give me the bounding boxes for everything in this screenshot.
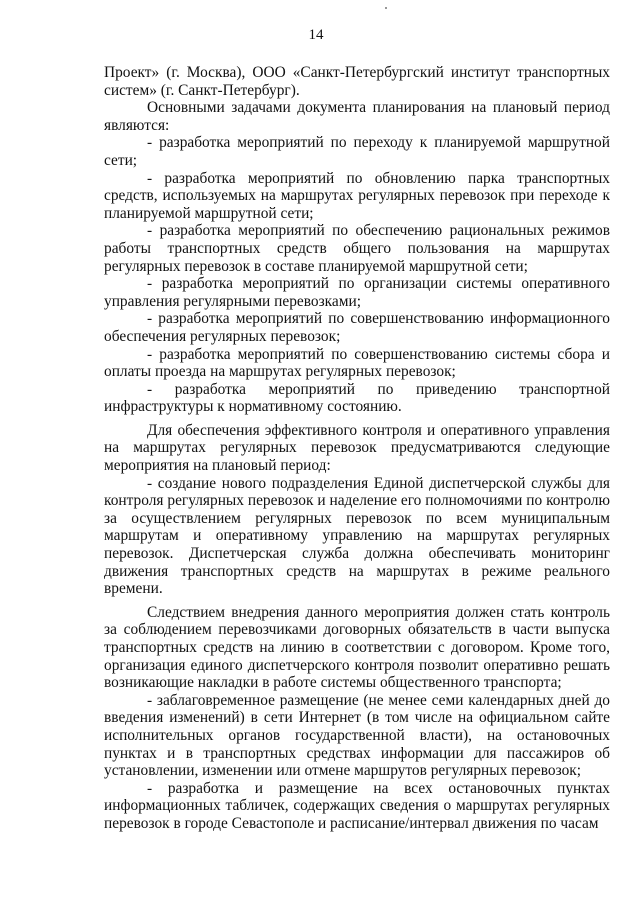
list-item-1: - разработка мероприятий по переходу к планируемой маршрутной сети; [104, 134, 610, 169]
list-item-8: - создание нового подразделения Единой диспетчерской службы для контроля регулярных перевозок и наделение его полномочиями по контролю за осуществлением регулярных перевозок по всем муниципальным маршрутам и оперативному управлению на маршрутах регулярных перевозок. Диспетчерская служба должна обеспечивать мониторинг движения транспортных средств на маршрутах в режиме реального времени. [104, 474, 610, 598]
paragraph-1: Проект» (г. Москва), ООО «Санкт-Петербургский институт транспортных систем» (г. Санкт-Петербург). [104, 64, 610, 99]
list-item-2: - разработка мероприятий по обновлению парка транспортных средств, используемых на маршрутах регулярных перевозок при переходе к планируемой маршрутной сети; [104, 169, 610, 222]
list-item-6: - разработка мероприятий по совершенствованию системы сбора и оплаты проезда на маршрутах регулярных перевозок; [104, 345, 610, 381]
paragraph-4: Следствием внедрения данного мероприятия должен стать контроль за соблюдением перевозчиками договорных обязательств в части выпуска транспортных средств на линию в соответствии с договором. Кроме того, организация единого диспетчерского контроля позволит оперативно решать возникающие накладки в работе системы общественного транспорта; [104, 603, 610, 692]
list-item-10: - разработка и размещение на всех остановочных пунктах информационных табличек, содержащих сведения о маршрутах регулярных перевозок в городе Севастополе и расписание/интервал движения по часам [104, 779, 610, 832]
list-item-5: - разработка мероприятий по совершенствованию информационного обеспечения регулярных перевозок; [104, 310, 610, 345]
list-item-7: - разработка мероприятий по приведению транспортной инфраструктуры к нормативному состоянию. [104, 380, 610, 416]
list-item-9: - заблаговременное размещение (не менее семи календарных дней до введения изменений) в сети Интернет (в том числе на официальном сайте исполнительных органов государственной власти), на остановочных пунктах и в транспортных средствах информации для пассажиров об установлении, изменении или отмене маршрутов регулярных перевозок; [104, 691, 610, 780]
paragraph-2: Основными задачами документа планирования на плановый период являются: [104, 99, 610, 134]
list-item-4: - разработка мероприятий по организации системы оперативного управления регулярными перевозками; [104, 275, 610, 310]
document-body [104, 64, 610, 833]
paragraph-3: Для обеспечения эффективного контроля и оперативного управления на маршрутах регулярных перевозок предусматриваются следующие мероприятия на плановый период: [104, 421, 610, 475]
page-number: 14 [308, 27, 324, 43]
scan-speck [385, 7, 387, 9]
list-item-3: - разработка мероприятий по обеспечению рациональных режимов работы транспортных средств общего пользования на маршрутах регулярных перевозок в составе планируемой маршрутной сети; [104, 222, 610, 275]
